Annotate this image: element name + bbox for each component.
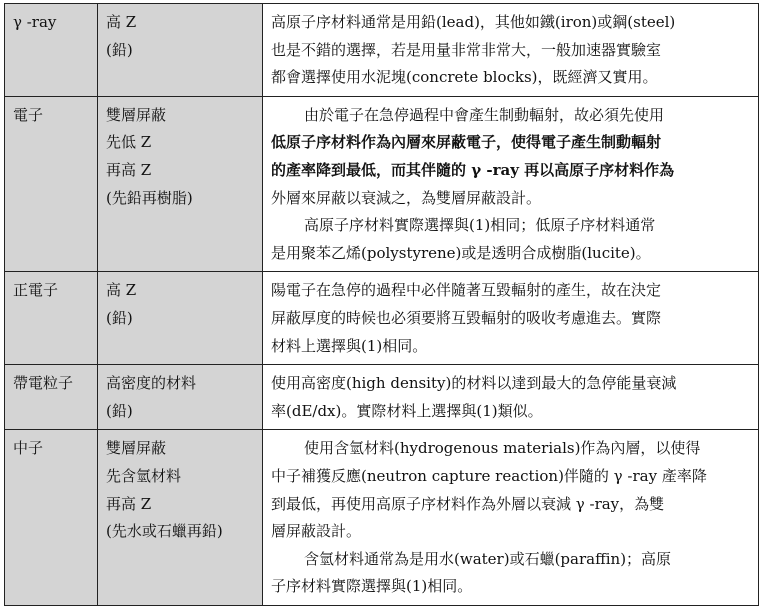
description-cell [263, 272, 759, 365]
particle-label: 正電子 [13, 281, 59, 300]
table-row [5, 96, 759, 272]
material-line: 雙層屏蔽 [106, 439, 167, 458]
description-line: 含氫材料通常為是用水(water)或石蠟(paraffin)；高原 [304, 549, 672, 568]
material-cell [98, 365, 263, 430]
description-line: 材料上選擇與(1)相同。 [271, 336, 428, 355]
shielding-table [4, 3, 759, 606]
description-cell [263, 365, 759, 430]
description-line: 中子補獲反應(neutron capture reaction)伴隨的 γ -ray 產率降 [271, 466, 707, 485]
description-line: 外層來屏蔽以衰減之，為雙層屏蔽設計。 [271, 188, 542, 207]
description-line: 由於電子在急停過程中會產生制動輻射，故必須先使用 [304, 105, 665, 124]
particle-cell [5, 4, 98, 97]
description-line: 使用高密度(high density)的材料以達到最大的急停能量衰減 [271, 374, 677, 393]
description-line: 都會選擇使用水泥塊(concrete blocks)，既經濟又實用。 [271, 68, 658, 87]
description-cell [263, 430, 759, 606]
material-cell [98, 430, 263, 606]
description-line: 低原子序材料作為內層來屏蔽電子，使得電子產生制動輻射 [271, 133, 662, 152]
particle-label: 電子 [13, 105, 44, 124]
material-line: (鉛) [106, 40, 133, 59]
particle-label: 帶電粒子 [13, 374, 74, 393]
description-cell [263, 4, 759, 97]
material-line: 先低 Z [106, 133, 152, 152]
description-line: 率(dE/dx)。實際材料上選擇與(1)類似。 [271, 401, 543, 420]
table-body [5, 4, 759, 606]
particle-cell [5, 430, 98, 606]
material-line: 先含氫材料 [106, 466, 182, 485]
table-row [5, 365, 759, 430]
description-line: 的產率降到最低，而其伴隨的 γ -ray 再以高原子序材料作為 [271, 160, 675, 179]
material-line: 高 Z [106, 13, 137, 31]
particle-cell [5, 272, 98, 365]
material-line: (鉛) [106, 308, 133, 327]
material-line: (先水或石蠟再鉛) [106, 522, 223, 541]
description-line: 層屏蔽設計。 [271, 522, 362, 541]
particle-label: 中子 [13, 439, 44, 458]
description-line: 陽電子在急停的過程中必伴隨著互毀輻射的產生，故在決定 [271, 281, 662, 300]
description-line: 是用聚苯乙烯(polystyrene)或是透明合成樹脂(lucite)。 [271, 243, 651, 262]
description-line: 高原子序材料實際選擇與(1)相同；低原子序材料通常 [304, 216, 656, 235]
particle-label: γ -ray [13, 13, 57, 31]
material-line: 高 Z [106, 281, 137, 300]
material-cell [98, 272, 263, 365]
description-line: 到最低，再使用高原子序材料作為外層以衰減 γ -ray，為雙 [271, 494, 665, 513]
particle-cell [5, 96, 98, 272]
description-line: 屏蔽厚度的時候也必須要將互毀輻射的吸收考慮進去。實際 [271, 308, 662, 327]
material-line: (先鉛再樹脂) [106, 188, 193, 207]
material-line: 再高 Z [106, 160, 152, 179]
description-line: 子序材料實際選擇與(1)相同。 [271, 577, 473, 596]
table-row [5, 4, 759, 97]
material-line: 雙層屏蔽 [106, 105, 167, 124]
description-cell [263, 96, 759, 272]
particle-cell [5, 365, 98, 430]
table-row [5, 430, 759, 606]
material-line: 再高 Z [106, 494, 152, 513]
material-line: (鉛) [106, 401, 133, 420]
description-line: 使用含氫材料(hydrogenous materials)作為內層，以使得 [304, 439, 701, 458]
material-line: 高密度的材料 [106, 374, 197, 393]
description-line: 高原子序材料通常是用鉛(lead)，其他如鐵(iron)或鋼(steel) [271, 13, 676, 31]
description-line: 也是不錯的選擇，若是用量非常非常大，一般加速器實驗室 [271, 40, 662, 59]
material-cell [98, 4, 263, 97]
table-row [5, 272, 759, 365]
material-cell [98, 96, 263, 272]
